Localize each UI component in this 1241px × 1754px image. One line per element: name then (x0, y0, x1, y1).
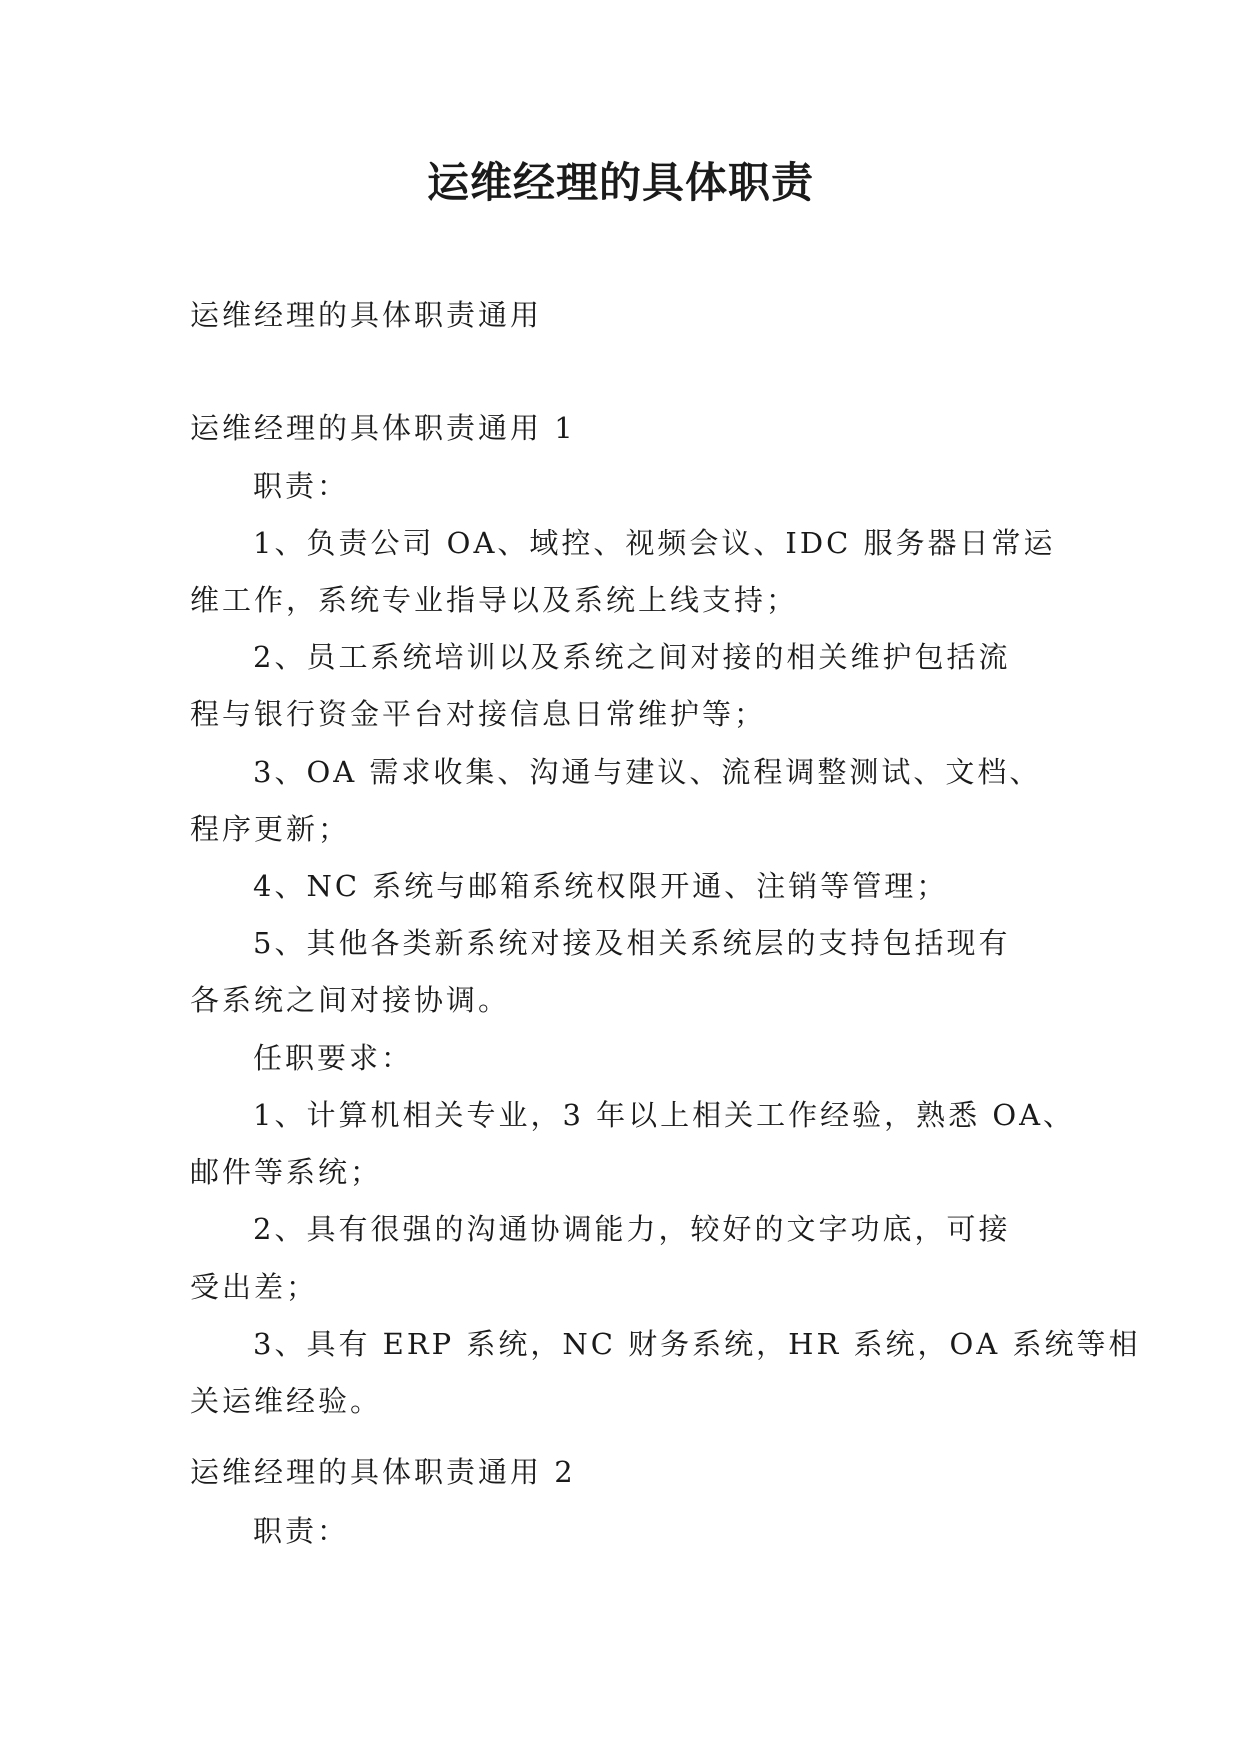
section-1-heading: 运维经理的具体职责通用 1 (190, 411, 576, 445)
duty-5-line-2: 各系统之间对接协调。 (190, 983, 511, 1017)
duty-4-line-1: 4、NC 系统与邮箱系统权限开通、注销等管理； (253, 869, 949, 903)
document-title: 运维经理的具体职责 (426, 158, 814, 207)
section-2-heading: 运维经理的具体职责通用 2 (190, 1455, 576, 1489)
section-1-duties-label: 职责： (253, 469, 350, 503)
requirement-1-line-1: 1、计算机相关专业，3 年以上相关工作经验，熟悉 OA、 (253, 1098, 1076, 1132)
requirement-2-line-1: 2、具有很强的沟通协调能力，较好的文字功底，可接 (253, 1212, 1011, 1246)
duty-5-line-1: 5、其他各类新系统对接及相关系统层的支持包括现有 (253, 926, 1011, 960)
section-1-requirements-label: 任职要求： (253, 1041, 414, 1075)
requirement-1-line-2: 邮件等系统； (190, 1155, 383, 1189)
duty-1-line-2: 维工作，系统专业指导以及系统上线支持； (190, 583, 799, 617)
requirement-3-line-1: 3、具有 ERP 系统，NC 财务系统，HR 系统，OA 系统等相 (253, 1327, 1141, 1361)
duty-3-line-1: 3、OA 需求收集、沟通与建议、流程调整测试、文档、 (253, 755, 1042, 789)
requirement-3-line-2: 关运维经验。 (190, 1384, 383, 1418)
document-subtitle: 运维经理的具体职责通用 (190, 298, 543, 332)
section-2-duties-label: 职责： (253, 1514, 350, 1548)
duty-2-line-2: 程与银行资金平台对接信息日常维护等； (190, 697, 767, 731)
duty-2-line-1: 2、员工系统培训以及系统之间对接的相关维护包括流 (253, 640, 1011, 674)
duty-3-line-2: 程序更新； (190, 812, 351, 846)
requirement-2-line-2: 受出差； (190, 1270, 319, 1304)
duty-1-line-1: 1、负责公司 OA、域控、视频会议、IDC 服务器日常运 (253, 526, 1056, 560)
